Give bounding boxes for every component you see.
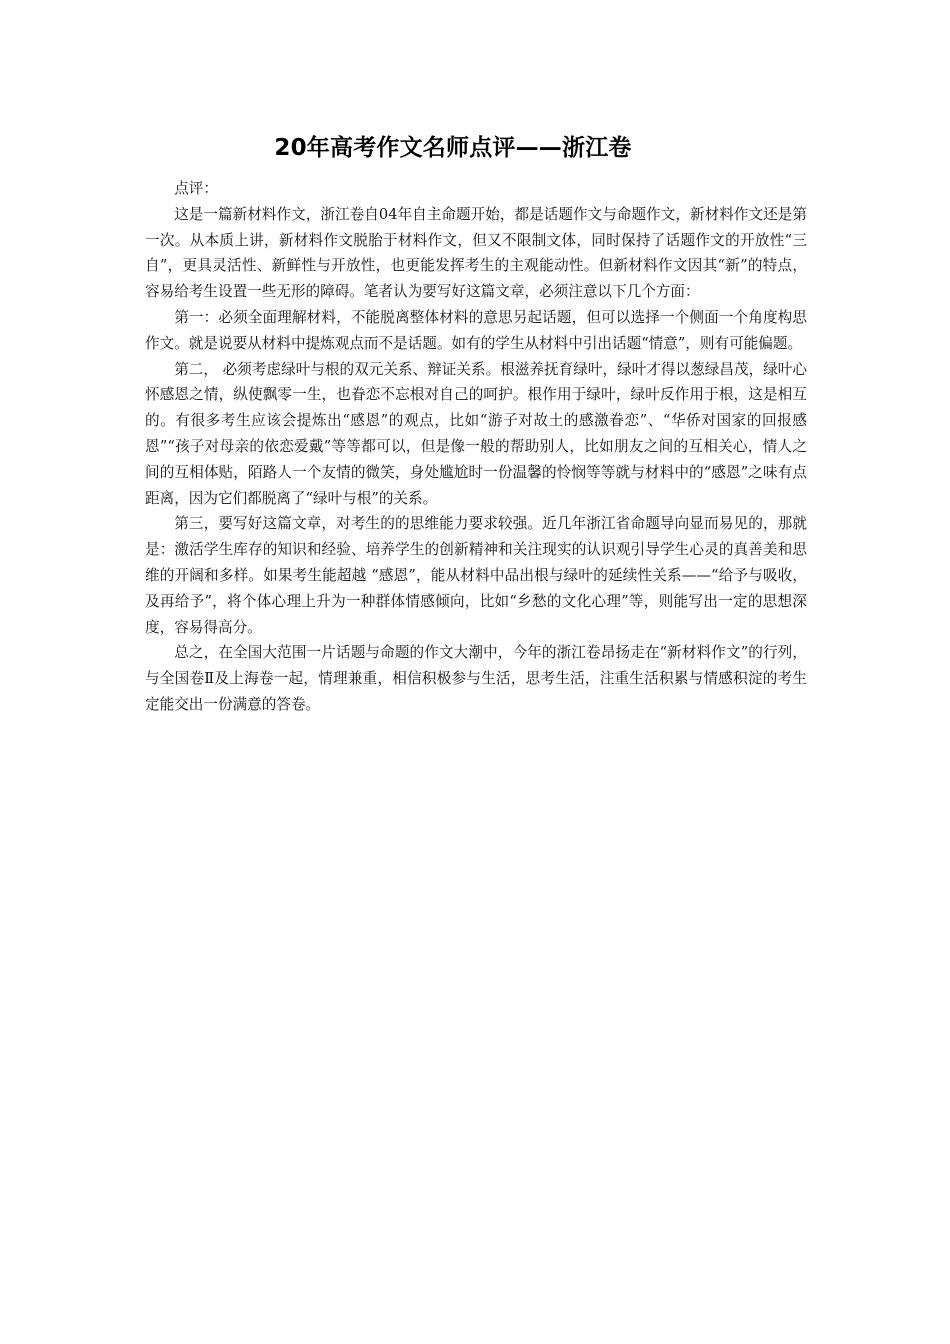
paragraph-point-one: 第一：必须全面理解材料，不能脱离整体材料的意思另起话题，但可以选择一个侧面一个角度构思作文。就是说要从材料中提炼观点而不是话题。如有的学生从材料中引出话题“情意”，则有可能偏题。 <box>145 308 807 352</box>
paragraph-point-three: 第三，要写好这篇文章，对考生的的思维能力要求较强。近几年浙江省命题导向显而易见的，那就是：激活学生库存的知识和经验、培养学生的创新精神和关注现实的认识观引导学生心灵的真善美和思维的开阔和多样。如果考生能超越 “感恩”，能从材料中品出根与绿叶的延续性关系——“给予与吸收，及再给予”，将个体心理上升为一种群体情感倾向，比如“乡愁的文化心理”等，则能写出一定的思想深度，容易得高分。 <box>145 515 807 636</box>
page-title: 20年高考作文名师点评——浙江卷 <box>274 135 632 161</box>
review-label: 点评： <box>174 180 218 197</box>
paragraph-point-two: 第二， 必须考虑绿叶与根的双元关系、辩证关系。根滋养抚育绿叶，绿叶才得以葱绿昌茂，绿叶心怀感恩之情，纵使飘零一生，也眷恋不忘根对自己的呵护。根作用于绿叶，绿叶反作用于根，这是相互的。有很多考生应该会提炼出“感恩”的观点，比如“游子对故土的感激眷恋”、“华侨对国家的回报感恩”“孩子对母亲的依恋爱戴”等等都可以，但是像一般的帮助别人，比如朋友之间的互相关心，情人之间的互相体贴，陌路人一个友情的微笑，身处尴尬时一份温馨的怜悯等等就与材料中的“感恩”之味有点距离，因为它们都脱离了“绿叶与根”的关系。 <box>145 360 807 507</box>
paragraph-conclusion: 总之，在全国大范围一片话题与命题的作文大潮中，今年的浙江卷昂扬走在“新材料作文”的行列，与全国卷Ⅱ及上海卷一起，情理兼重，相信积极参与生活，思考生活，注重生活积累与情感积淀的考生定能交出一份满意的答卷。 <box>145 644 807 713</box>
document-body <box>145 176 807 718</box>
paragraph-intro: 这是一篇新材料作文，浙江卷自04年自主命题开始，都是话题作文与命题作文，新材料作文还是第一次。从本质上讲，新材料作文脱胎于材料作文，但又不限制文体，同时保持了话题作文的开放性“三自”，更具灵活性、新鲜性与开放性，也更能发挥考生的主观能动性。但新材料作文因其“新”的特点，容易给考生设置一些无形的障碍。笔者认为要写好这篇文章，必须注意以下几个方面： <box>145 205 807 301</box>
